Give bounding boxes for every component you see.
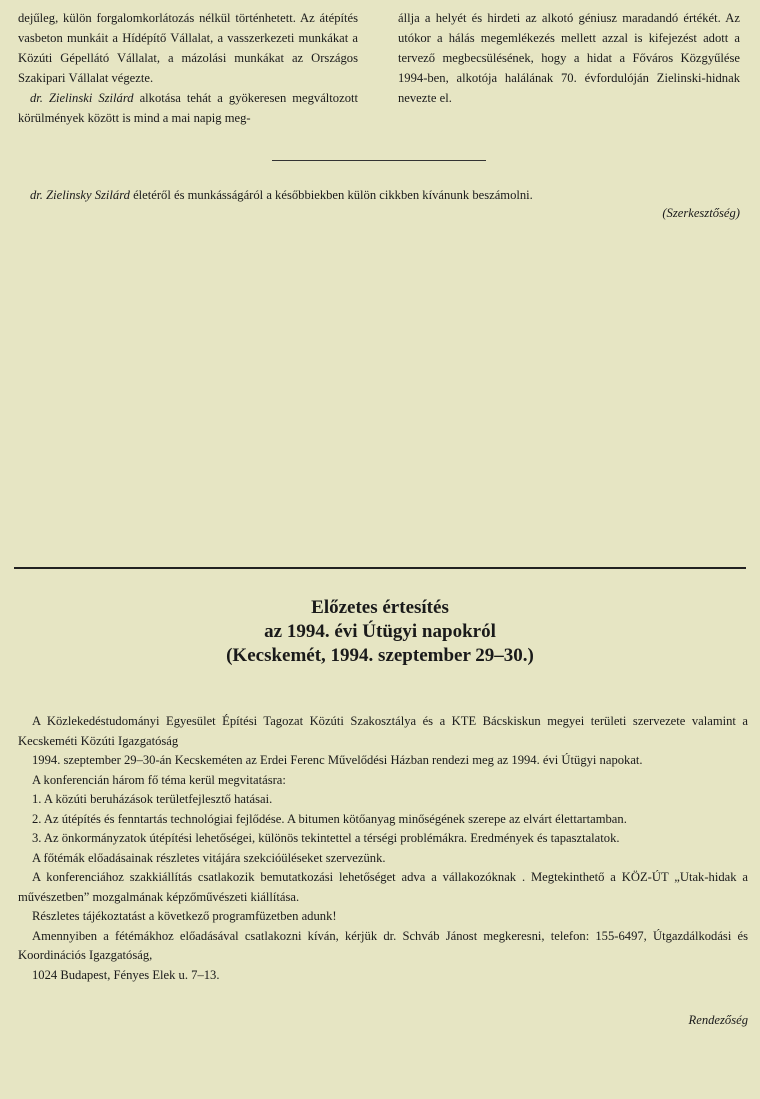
paragraph-text: alkotása tehát a gyökeresen megváltozott körülmények között is mind a mai napig meg-	[18, 91, 358, 125]
title-line-1: Előzetes értesítés	[311, 597, 449, 618]
announcement-body	[18, 712, 748, 985]
topic-item: 3. Az önkormányzatok útépítési lehetőségei, különös tekintettel a térségi problémákra. Eredmények és tapasztalatok.	[32, 831, 620, 845]
note-text: életéről és munkásságáról a későbbiekben külön cikkben kívánunk beszámolni.	[129, 188, 533, 202]
topic-item: 2. Az útépítés és fenntartás technológiai fejlődése. A bitumen kötőanyag minőségének szerepe az elvárt élettartamban.	[32, 811, 627, 826]
topic-item: 1. A közúti beruházások területfejlesztő hatásai.	[32, 792, 273, 806]
page-divider	[14, 567, 746, 569]
author-name: dr. Zielinski Szilárd	[30, 91, 134, 105]
topics-intro: A konferencián három fő téma kerül megvitatásra:	[32, 772, 286, 787]
contact-paragraph: Amennyiben a fétémákhoz előadásával csatlakozni kíván, kérjük dr. Schváb Jánost megkeresni, telefon: 155-6497, Útgazdálkodási és Koordinációs Igazgatóság,	[18, 928, 748, 962]
article-left-column	[18, 8, 358, 128]
section-divider	[272, 160, 486, 161]
article-right-column	[398, 8, 740, 108]
sections-paragraph: A főtémák előadásainak részletes vitájára szekcióüléseket szervezünk.	[32, 850, 386, 865]
exhibition-paragraph: A konferenciához szakkiállítás csatlakozik bemutatkozási lehetőséget adva a vállakozóknak . Megtekinthető a KÖZ-ÚT „Utak-hidak a művészetben” mozgalmának képzőművészeti kiállítása.	[18, 870, 748, 904]
date-place-paragraph: 1994. szeptember 29–30-án Kecskeméten az Erdei Ferenc Művelődési Házban rendezi meg az 1994. évi Útügyi napokat.	[32, 753, 643, 767]
article-paragraph: dejűleg, külön forgalomkorlátozás nélkül történhetett. Az átépítés vasbeton munkáit a Hídépítő Vállalat, a vasszerkezeti munkákat a Közúti Gépellátó Vállalat, a mázolási munkákat az Országos Szakipari Vállalat végezte.	[18, 11, 358, 85]
article-paragraph: állja a helyét és hirdeti az alkotó géniusz maradandó értékét. Az utókor a hálás megemlékezés mellett azzal is kifejezést adott a tervező megbecsülésének, hogy a hidat a Főváros Közgyűlése 1994-ben, alkotója halálának 70. évfordulóján Zielinski-hidnak nevezte el.	[398, 11, 740, 105]
address-paragraph: 1024 Budapest, Fényes Elek u. 7–13.	[32, 967, 220, 982]
article-paragraph	[18, 88, 358, 128]
announcement-title	[0, 596, 760, 668]
organizer-signature: Rendezőség	[688, 1013, 748, 1027]
intro-paragraph: A Közlekedéstudományi Egyesület Építési Tagozat Közúti Szakosztálya és a KTE Bácskiskun megyei területi szervezete valamint a Kecskeméti Közúti Igazgatóság	[18, 714, 748, 748]
details-paragraph: Részletes tájékoztatást a következő programfüzetben adunk!	[32, 909, 337, 923]
title-line-2: az 1994. évi Útügyi napokról	[264, 621, 496, 642]
editor-note	[18, 186, 740, 222]
author-name: dr. Zielinsky Szilárd	[30, 188, 130, 202]
editor-note-text	[18, 186, 740, 204]
editor-signature: (Szerkesztőség)	[662, 206, 740, 220]
title-line-3: (Kecskemét, 1994. szeptember 29–30.)	[226, 645, 534, 666]
